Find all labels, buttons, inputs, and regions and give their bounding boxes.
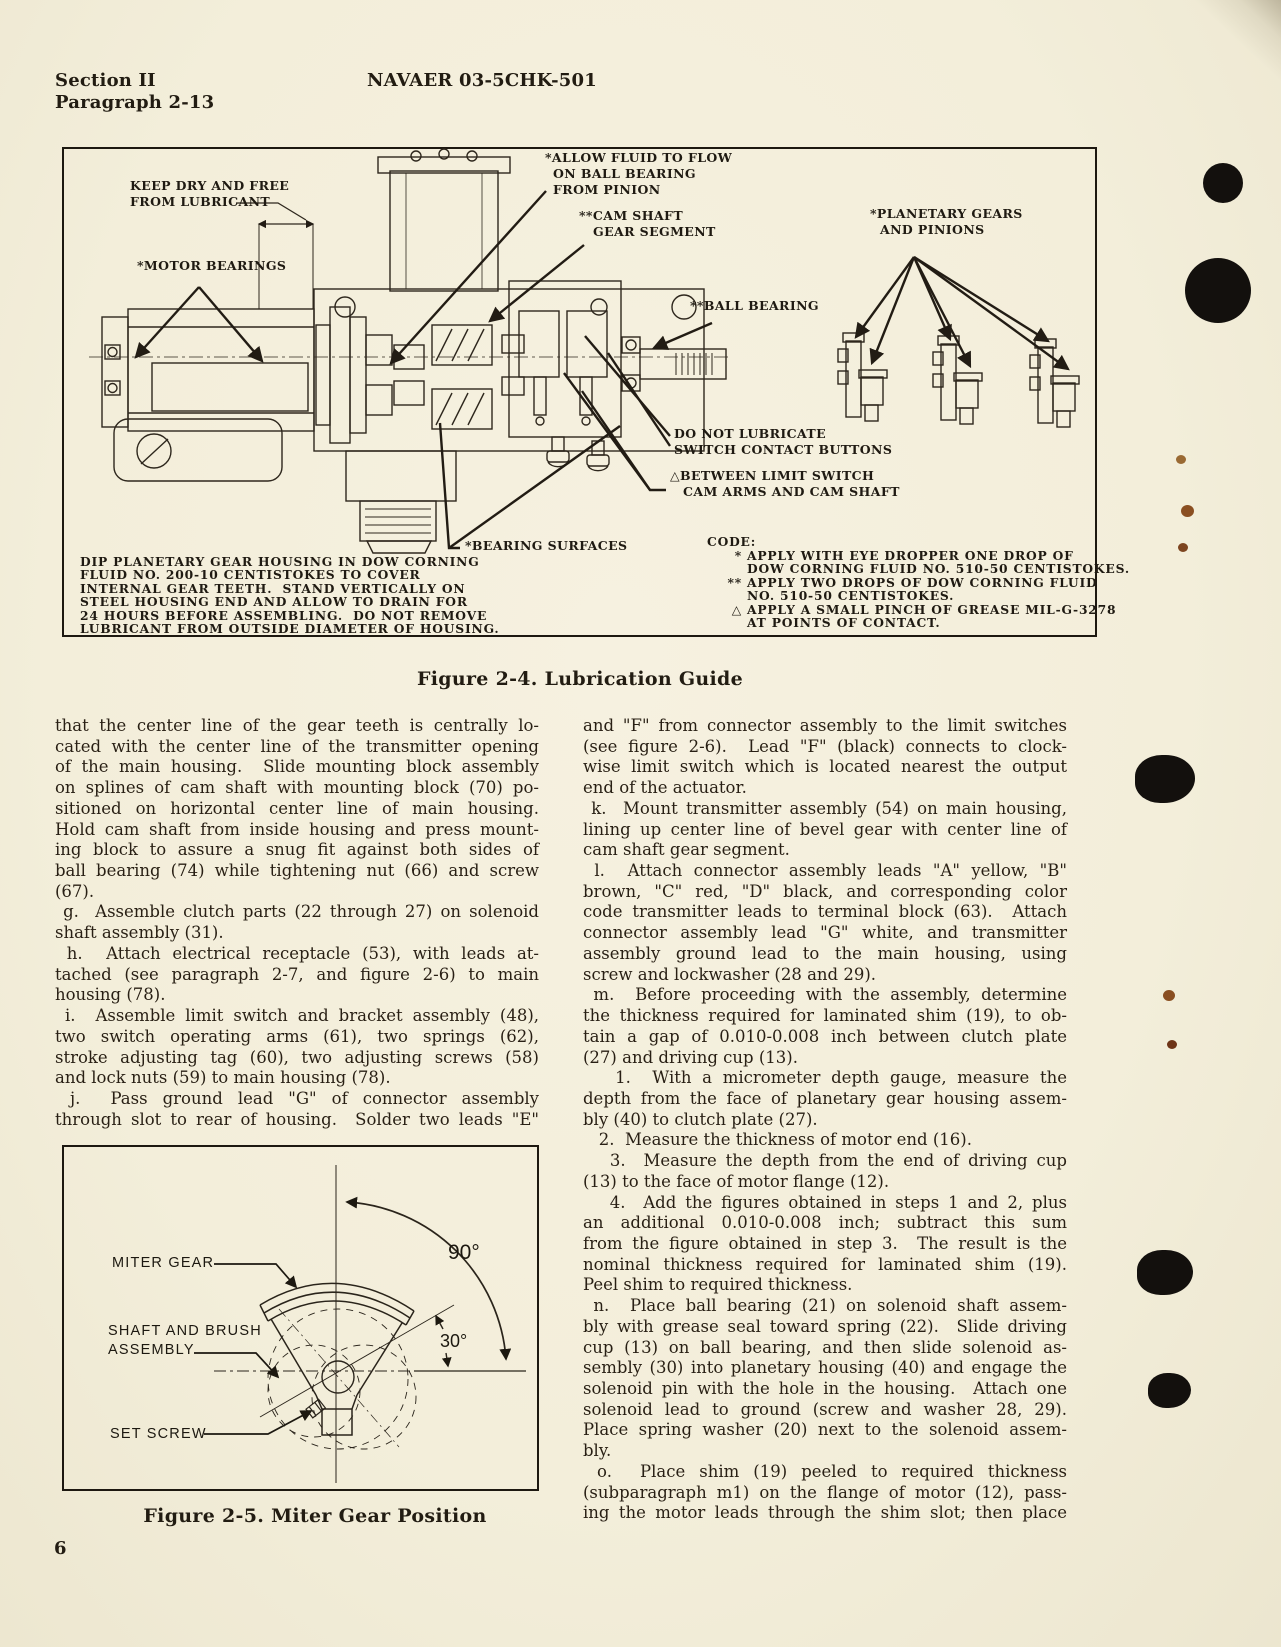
leader-miter-gear — [214, 1264, 296, 1287]
text-line: through slot to rear of housing. Solder two leads "E" — [55, 1109, 539, 1129]
text-line: o. Place shim (19) peeled to required thickness — [583, 1461, 1068, 1481]
motor-end-bell — [102, 317, 128, 427]
text-line: lining up center line of bevel gear with center line of — [583, 819, 1067, 839]
text-line: code transmitter leads to terminal block (63). Attach — [583, 902, 1067, 922]
body-column-left — [55, 716, 539, 1130]
clutch-coupling — [316, 307, 424, 443]
leader-shaft-brush — [194, 1353, 278, 1377]
text-line: (67). — [55, 881, 95, 901]
label-ball-bearing: **BALL BEARING — [690, 298, 819, 313]
text-line: Hold cam shaft from inside housing and press mount- — [55, 819, 539, 839]
body-column-right — [583, 716, 1067, 1524]
text-line: wise limit switch which is located nearest the output — [583, 757, 1067, 777]
text-line: nominal thickness required for laminated shim (19). — [583, 1254, 1067, 1274]
paragraph-heading: Paragraph 2-13 — [55, 92, 215, 113]
document-number: NAVAER 03-5CHK-501 — [367, 70, 597, 91]
text-line: ing block to assure a snug fit against both sides of — [55, 840, 539, 860]
label-keep-dry-1: KEEP DRY AND FREE — [130, 178, 290, 193]
output-shaft — [622, 337, 726, 391]
text-line: connector assembly lead "G" white, and transmitter — [583, 923, 1067, 943]
label-planetary-2: AND PINIONS — [880, 222, 985, 237]
text-line: sitioned on horizontal center line of main housing. — [55, 798, 539, 818]
text-line: bly. — [583, 1441, 612, 1461]
text-line: solenoid lead to ground (screw and washer 28, 29). — [583, 1399, 1067, 1419]
leader-ball-bearing — [654, 323, 712, 348]
label-motor-bearings: *MOTOR BEARINGS — [137, 258, 287, 273]
ink-blot — [1135, 755, 1195, 803]
text-line: cated with the center line of the transmitter opening — [55, 736, 539, 756]
ink-blot — [1203, 163, 1243, 203]
label-miter-gear: MITER GEAR — [112, 1255, 215, 1271]
text-line: tached (see paragraph 2-7, and figure 2-6) to main — [55, 964, 539, 984]
leader-cam-arms-1 — [564, 373, 666, 490]
text-line: Place spring washer (20) next to the solenoid assem- — [583, 1420, 1067, 1440]
leader-planetary-5 — [914, 257, 1048, 341]
mounting-bolts — [547, 437, 609, 471]
text-line: that the center line of the gear teeth is centrally lo- — [55, 716, 539, 735]
text-line: n. Place ball bearing (21) on solenoid shaft assem- — [583, 1296, 1067, 1316]
label-keep-dry-2: FROM LUBRICANT — [130, 194, 271, 209]
text-line: screw and lockwasher (28 and 29). — [583, 964, 877, 984]
code-entry: APPLY WITH EYE DROPPER ONE DROP OF — [747, 548, 1074, 563]
code-symbol: ** — [727, 574, 742, 590]
dip-note-line: STEEL HOUSING END AND ALLOW TO DRAIN FOR — [80, 594, 468, 610]
code-title: CODE: — [707, 534, 757, 549]
text-line: assembly ground lead to the main housing, using — [583, 943, 1067, 963]
planetary-gear-unit — [1030, 339, 1079, 427]
text-line: tain a gap of 0.010-0.008 inch between clutch plate — [583, 1026, 1067, 1046]
text-line: j. Pass ground lead "G" of connector assembly — [55, 1088, 539, 1108]
text-line: end of the actuator. — [583, 778, 747, 798]
rust-speck — [1163, 990, 1175, 1001]
leader-motor-bearing-right — [199, 287, 262, 361]
text-line: on splines of cam shaft with mounting block (70) po- — [55, 778, 539, 798]
dip-note-line: LUBRICANT FROM OUTSIDE DIAMETER OF HOUSING. — [80, 621, 500, 636]
text-line: cup (13) on ball bearing, and then slide solenoid as- — [583, 1337, 1067, 1357]
dashed-gear-circles — [268, 1309, 416, 1449]
shaft-center-circle — [322, 1361, 354, 1393]
miter-gear-rim — [260, 1283, 414, 1325]
code-symbol: △ — [731, 601, 742, 617]
ink-blot — [1148, 1373, 1191, 1408]
text-line: (see figure 2-6). Lead "F" (black) connects to clock- — [583, 736, 1067, 756]
rust-speck — [1176, 455, 1186, 464]
page-corner-fold — [1189, 0, 1281, 92]
text-line: and lock nuts (59) to main housing (78). — [55, 1068, 391, 1088]
label-between-limit-2: CAM ARMS AND CAM SHAFT — [683, 484, 900, 499]
text-line: solenoid pin with the hole in the housing. Attach one — [583, 1379, 1067, 1398]
dip-note-line: INTERNAL GEAR TEETH. STAND VERTICALLY ON — [80, 580, 466, 596]
code-symbol: * — [734, 548, 742, 563]
label-allow-fluid-2: ON BALL BEARING — [553, 166, 696, 181]
page-number: 6 — [54, 1538, 67, 1559]
text-line: (27) and driving cup (13). — [583, 1047, 798, 1067]
rust-speck — [1178, 543, 1188, 552]
ink-blot — [1137, 1250, 1193, 1295]
text-line: k. Mount transmitter assembly (54) on main housing, — [583, 798, 1067, 818]
code-entry: APPLY TWO DROPS OF DOW CORNING FLUID — [747, 574, 1098, 590]
label-allow-fluid-3: FROM PINION — [553, 182, 661, 197]
text-line: 2. Measure the thickness of motor end (16). — [583, 1130, 972, 1150]
label-between-limit-1: △BETWEEN LIMIT SWITCH — [670, 468, 875, 483]
text-line: g. Assemble clutch parts (22 through 27) on solenoid — [55, 902, 539, 922]
leader-motor-bearing-left — [136, 287, 199, 357]
keep-dry-dimension — [236, 203, 313, 309]
text-line: bly (40) to clutch plate (27). — [583, 1109, 818, 1129]
label-bearing-surfaces: *BEARING SURFACES — [465, 538, 628, 553]
leader-cam-shaft-segment — [490, 245, 584, 321]
label-cam-shaft-1: **CAM SHAFT — [579, 208, 684, 223]
text-line: h. Attach electrical receptacle (53), with leads at- — [55, 943, 539, 963]
leader-switch-contacts-1 — [585, 336, 670, 436]
label-shaft-brush-1: SHAFT AND BRUSH — [108, 1323, 262, 1339]
leader-switch-contacts-2 — [608, 353, 670, 446]
text-line: ing the motor leads through the shim slot; then place — [583, 1503, 1067, 1523]
text-line: two switch operating arms (61), two springs (62), — [55, 1026, 539, 1046]
leader-planetary-1 — [856, 257, 914, 337]
text-line: of the main housing. Slide mounting block assembly — [55, 757, 539, 777]
angle-30-label: 30° — [440, 1331, 468, 1351]
text-line: m. Before proceeding with the assembly, determine — [583, 985, 1067, 1005]
label-cam-shaft-2: GEAR SEGMENT — [593, 224, 716, 239]
angle-30-arrow-up — [436, 1316, 443, 1329]
text-line: from the figure obtained in step 3. The result is the — [583, 1233, 1067, 1253]
text-line: i. Assemble limit switch and bracket assembly (48), — [55, 1006, 540, 1026]
leader-set-screw — [204, 1411, 311, 1434]
angle-arc-90 — [347, 1202, 506, 1359]
leader-planetary-2 — [872, 257, 914, 363]
figure-2-5-caption: Figure 2-5. Miter Gear Position — [143, 1505, 487, 1527]
text-line: 4. Add the figures obtained in steps 1 and 2, plus — [583, 1192, 1067, 1212]
figure-2-4-lubrication-guide — [62, 147, 1130, 637]
angle-ray-30 — [260, 1305, 454, 1417]
motor-mount-housing — [114, 419, 282, 481]
text-line: 1. With a micrometer depth gauge, measure the — [583, 1068, 1067, 1088]
code-entry: APPLY A SMALL PINCH OF GREASE MIL-G-3278 — [747, 601, 1117, 617]
figure-2-5-miter-gear — [62, 1145, 539, 1491]
label-planetary-1: *PLANETARY GEARS — [870, 206, 1023, 221]
label-do-not-lubricate-1: DO NOT LUBRICATE — [674, 426, 827, 441]
ink-blot — [1185, 258, 1251, 323]
text-line: 3. Measure the depth from the end of driving cup — [583, 1151, 1067, 1171]
figure-2-4-caption: Figure 2-4. Lubrication Guide — [416, 668, 744, 690]
leader-bearing-surfaces-2 — [449, 426, 620, 548]
angle-30-arrow-down — [446, 1353, 448, 1366]
text-line: (subparagraph m1) on the flange of motor (12), pass- — [583, 1482, 1067, 1502]
label-set-screw: SET SCREW — [110, 1426, 207, 1442]
dip-note-line: 24 HOURS BEFORE ASSEMBLING. DO NOT REMOVE — [80, 607, 488, 623]
text-line: an additional 0.010-0.008 inch; subtract this sum — [583, 1213, 1067, 1233]
text-line: Peel shim to required thickness. — [583, 1275, 853, 1295]
planetary-gear-unit — [933, 336, 982, 424]
text-line: depth from the face of planetary gear housing assem- — [583, 1088, 1067, 1108]
dip-note-line: DIP PLANETARY GEAR HOUSING IN DOW CORNING — [80, 554, 480, 569]
text-line: bly with grease seal toward spring (22). Slide driving — [583, 1316, 1067, 1336]
label-allow-fluid-1: *ALLOW FLUID TO FLOW — [545, 150, 733, 165]
code-entry: DOW CORNING FLUID NO. 510-50 CENTISTOKES. — [747, 561, 1130, 577]
identification-plate — [346, 451, 456, 553]
text-line: stroke adjusting tag (60), two adjusting screws (58) — [55, 1047, 539, 1067]
text-line: sembly (30) into planetary housing (40) and engage the — [583, 1358, 1067, 1378]
transmitter-tower — [378, 149, 510, 291]
section-heading: Section II — [55, 70, 156, 91]
leader-bearing-surfaces-1 — [440, 423, 460, 548]
text-line: brown, "C" red, "D" black, and corresponding color — [583, 881, 1067, 901]
rust-speck — [1167, 1040, 1177, 1049]
text-line: the thickness required for laminated shim (19), to ob- — [583, 1006, 1067, 1026]
rust-speck — [1181, 505, 1194, 517]
angle-90-label: 90° — [448, 1241, 480, 1264]
text-line: l. Attach connector assembly leads "A" yellow, "B" — [583, 861, 1067, 881]
code-entry: AT POINTS OF CONTACT. — [747, 615, 941, 630]
motor-body — [128, 309, 314, 431]
label-shaft-brush-2: ASSEMBLY — [108, 1342, 195, 1358]
text-line: (13) to the face of motor flange (12). — [583, 1171, 890, 1191]
label-do-not-lubricate-2: SWITCH CONTACT BUTTONS — [674, 442, 893, 457]
leader-allow-fluid — [391, 191, 546, 363]
text-line: and "F" from connector assembly to the limit switches — [583, 716, 1067, 735]
text-line: cam shaft gear segment. — [583, 840, 790, 860]
text-line: housing (78). — [55, 985, 166, 1005]
text-line: shaft assembly (31). — [55, 923, 224, 943]
dip-note-line: FLUID NO. 200-10 CENTISTOKES TO COVER — [80, 567, 421, 583]
text-line: ball bearing (74) while tightening nut (66) and screw — [55, 861, 539, 881]
code-entry: NO. 510-50 CENTISTOKES. — [747, 588, 955, 604]
diagonal-axis — [279, 1309, 399, 1447]
